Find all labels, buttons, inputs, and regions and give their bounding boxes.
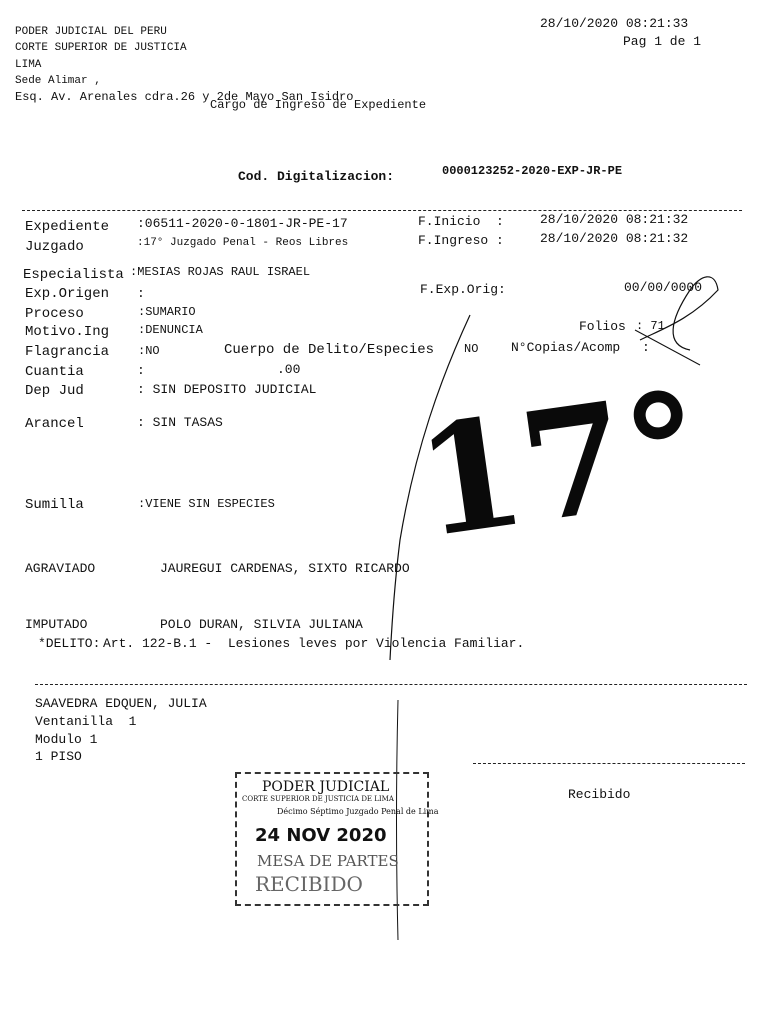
org-line-1: PODER JUDICIAL DEL PERU	[15, 26, 167, 38]
expediente-value: :06511-2020-0-1801-JR-PE-17	[137, 216, 348, 231]
imputado-value: POLO DURAN, SILVIA JULIANA	[160, 617, 363, 632]
imputado-label: IMPUTADO	[25, 617, 88, 632]
footer-line-3: 1 PISO	[35, 749, 82, 764]
handwritten-court-number: 17°	[407, 358, 713, 572]
footer-line-1: Ventanilla 1	[35, 714, 137, 729]
juzgado-label: Juzgado	[25, 239, 84, 255]
agraviado-label: AGRAVIADO	[25, 561, 96, 576]
arancel-label: Arancel	[25, 416, 84, 432]
org-address: Esq. Av. Arenales cdra.26 y 2de Mayo San Isidro	[15, 90, 354, 104]
stamp-line-3: Décimo Séptimo Juzgado Penal de Lima	[277, 807, 439, 816]
stamp-date: 24 NOV 2020	[255, 825, 387, 846]
f-exp-orig-label: F.Exp.Orig:	[420, 282, 506, 297]
arancel-value: : SIN TASAS	[137, 415, 223, 430]
flagrancia-label: Flagrancia	[25, 344, 110, 360]
copias-value: :	[642, 340, 650, 355]
cuantia-value: :	[137, 363, 145, 378]
motivo-label: Motivo.Ing	[25, 324, 110, 340]
juzgado-value: :17° Juzgado Penal - Reos Libres	[137, 237, 349, 249]
especialista-value: :MESIAS ROJAS RAUL ISRAEL	[130, 265, 311, 279]
delito-value: Art. 122-B.1 - Lesiones leves por Violencia Familiar.	[103, 636, 525, 651]
recibido-label: Recibido	[568, 787, 631, 802]
cuantia-label: Cuantia	[25, 364, 84, 380]
stamp-line-4: MESA DE PARTES	[257, 852, 399, 870]
agraviado-value: JAUREGUI CARDENAS, SIXTO RICARDO	[160, 561, 410, 576]
cuerpo-delito-label: Cuerpo de Delito/Especies	[224, 342, 435, 358]
stamp-line-2: CORTE SUPERIOR DE JUSTICIA DE LIMA	[242, 795, 394, 803]
footer-person: SAAVEDRA EDQUEN, JULIA	[35, 696, 207, 711]
exp-origen-label: Exp.Origen	[25, 286, 110, 302]
motivo-value: :DENUNCIA	[138, 323, 203, 337]
proceso-value: :SUMARIO	[138, 305, 196, 319]
sumilla-label: Sumilla	[25, 497, 84, 513]
footer-line-2: Modulo 1	[35, 732, 98, 747]
reception-stamp	[235, 772, 439, 906]
org-line-2: CORTE SUPERIOR DE JUSTICIA	[15, 42, 187, 54]
copias-label: N°Copias/Acomp	[511, 340, 621, 355]
folios-value: : 71	[636, 319, 665, 333]
flagrancia-value: :NO	[138, 344, 160, 358]
org-line-4: Sede Alimar ,	[15, 75, 101, 87]
exp-origen-value: :	[137, 286, 145, 301]
org-line-3: LIMA	[15, 59, 42, 71]
folios-label: Folios	[579, 319, 626, 334]
f-inicio-label: F.Inicio :	[418, 214, 504, 229]
dep-jud-value: : SIN DEPOSITO JUDICIAL	[137, 382, 317, 397]
print-datetime: 28/10/2020 08:21:33	[540, 16, 689, 31]
document-title: Cargo de Ingreso de Expediente	[210, 98, 427, 112]
expediente-label: Expediente	[25, 219, 110, 235]
stamp-line-5: RECIBIDO	[255, 872, 363, 896]
especialista-label: Especialista	[23, 267, 124, 283]
f-ingreso-value: 28/10/2020 08:21:32	[540, 231, 689, 246]
stamp-line-1: PODER JUDICIAL	[262, 779, 390, 795]
dep-jud-label: Dep Jud	[25, 383, 84, 399]
f-inicio-value: 28/10/2020 08:21:32	[540, 212, 689, 227]
cuerpo-delito-value: NO	[464, 342, 479, 356]
delito-label: *DELITO:	[38, 636, 101, 651]
proceso-label: Proceso	[25, 306, 84, 322]
digitalizacion-label: Cod. Digitalizacion:	[238, 169, 395, 184]
page-number: Pag 1 de 1	[623, 34, 702, 49]
cuantia-amount: .00	[277, 362, 301, 377]
sumilla-value: :VIENE SIN ESPECIES	[138, 497, 275, 511]
f-exp-orig-value: 00/00/0000	[624, 280, 703, 295]
f-ingreso-label: F.Ingreso :	[418, 233, 504, 248]
digitalizacion-code: 0000123252-2020-EXP-JR-PE	[442, 164, 623, 178]
